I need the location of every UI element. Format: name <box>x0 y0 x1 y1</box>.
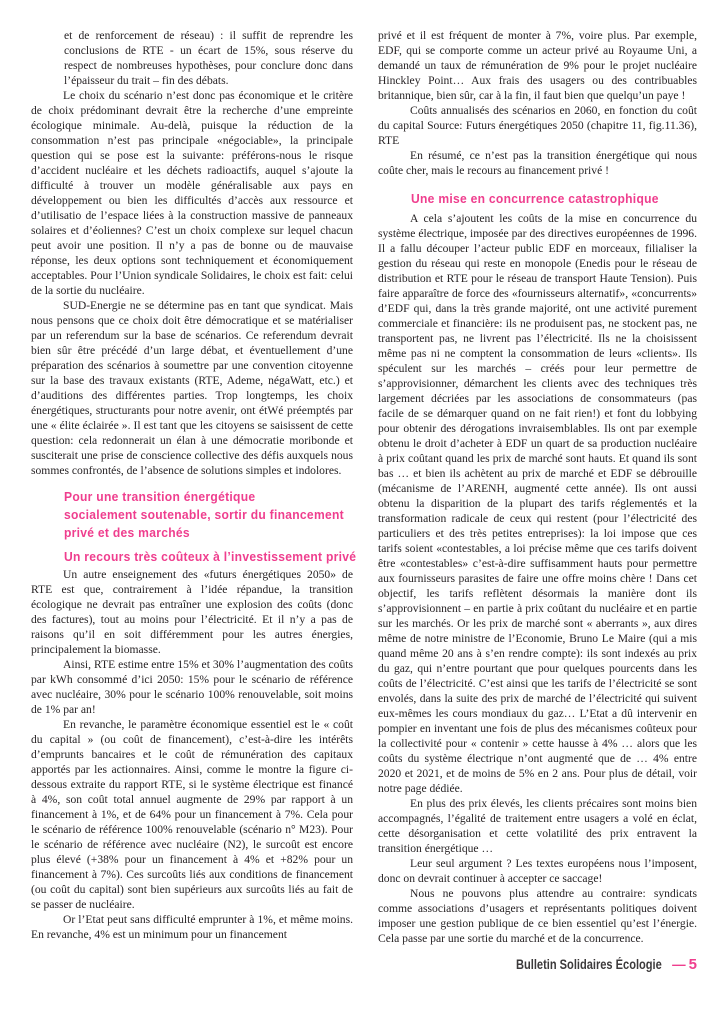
page-footer <box>484 956 697 974</box>
paragraph-couts-annualises-caption: Coûts annualisés des scénarios en 2060, en fonction du coût du capital Source: Futurs énergétiques 2050 (chapitre 11, fig.11.36), RTE <box>378 104 697 147</box>
continuation-paragraph: et de renforcement de réseau) : il suffit de reprendre les conclusions de RTE - un écart de 15%, sous réserve du respect de nombreuses hypothèses, pour conclure donc dans l’épaisseur du trait – fin des débats. <box>64 29 353 87</box>
footer-page-number: 5 <box>688 956 697 973</box>
paragraph-ainsi-rte: Ainsi, RTE estime entre 15% et 30% l’augmentation des coûts par kWh consommé d’ici 2050: 15% pour le scénario de référence avec nucléaire, 30% pour le scénario 100% renouvelable, soit moins de 1% par an! <box>31 658 353 716</box>
heading-line: Pour une transition énergétique <box>64 489 256 504</box>
paragraph-autre-enseignement: Un autre enseignement des «futurs énergétiques 2050» de RTE est que, contrairement à l’idée répandue, la transition écologique ne devrait pas entraîner une explosion des coûts (donc des factures), tout au moins pour l’électricité. Et il n’y a pas de raisons qu’il en soit différemment pour les autres énergies, principalement la biomasse. <box>31 568 353 656</box>
paragraph-sud-energie: SUD-Energie ne se détermine pas en tant que syndicat. Mais nous pensons que ce choix doit être démocratique et se matérialiser par un referendum sur la base de scénarios. Ce referendum devrait bien sûr être précédé d’un large débat, et éventuellement d’une préparation des scénarios à soumettre par une convention citoyenne sur la base des travaux existants (RTE, Ademe, négaWatt, etc.) et d’auditions des différentes parties. Trop longtemps, les choix énergétiques, structurants pour notre avenir, ont étWé préemptés par une « élite éclairée ». Il est tant que les citoyens se saisissent de cette question: cela redonnerait un élan à une démocratie moribonde et susciterait une prise de conscience collective des défis auxquels nous sommes confrontés, de l’absence de solutions simples et indolores. <box>31 299 353 477</box>
paragraph-prix-eleves: En plus des prix élevés, les clients précaires sont moins bien accompagnés, l’égalité de traitement entre usagers a volé en éclat, cette désorganisation et cette volatilité des prix entravent la transition énergétique … <box>378 797 697 855</box>
paragraph-mise-en-concurrence: A cela s’ajoutent les coûts de la mise en concurrence du système électrique, imposée par des directives européennes de 1996. Il a fallu découper l’acteur public EDF en morceaux, filialiser la gestion du réseau qui reste en monopole (Enedis pour le réseau de distribution et RTE pour le réseau de transport Haute Tension). Puis faire apparaître de force des «fournisseurs alternatif», «concurrents» d’EDF qui, dans la très grande majorité, ont une activité purement commerciale et financière: ils ne produisent pas, ne stockent pas, ne transportent pas, ne livrent pas l’électricité. Ils ne la choisissent même pas ni ne comptent la consommation de leurs «clients». Ils spéculent sur les marchés – créés pour leur permettre de s’approvisionner, démarchent les clients avec des techniques très largement décriées par les associations de consommateurs (pas facile de se démarquer quand on ne fait rien!) et font du lobbying pour obtenir des dérogations invraisemblables. Ils ont par exemple obtenu le droit d’acheter à EDF un quart de sa production nucléaire à prix coûtant quand les prix de marché sont hauts. Et quand ils sont bas … et bien ils achètent au prix de marché et EDF se débrouille (mécanisme de l’ARENH, augmenté cette année). Ils ont aussi obtenu la disparition de la plupart des tarifs réglementés et la transformation radicale de ceux qui restent (pour l’électricité des particuliers et des très petites entreprises): la loi impose que ces tarifs soient «contestables, a loi précise même que ces tarifs doivent être «contestables» c’est-à-dire suffisamment hauts pour permettre aux fournisseurs parasites de faire une offre moins chère ! Dans cet objectif, les tarifs reflètent désormais la manière dont ils s’approvisionnent – en partie à prix coûtant du nucléaire et en partie sur les marchés. Or les prix de marché sont « aberrants », aux dires même de notre ministre de l’Economie, Bruno Le Maire (qui a mis quand même 20 ans à s’en rendre compte): ils sont indexés au prix du gaz, qui n’entre pourtant que pour quelques pourcents dans les coûts de l’électricité. C’est ainsi que les tarifs de l’électricité se sont envolés, dans la suite des prix de marché de l’électricité qui suivent eux-mêmes les cours mondiaux du gaz… L’Etat a dû intervenir en pompier en inventant une fois de plus des mécanismes coûteux pour la collectivité pour « contenir » cette hausse à 4% … alors que les coûts du système électrique n’ont augmenté que de … 4% entre 2020 et 2021, et de moins de 5% en 2 ans. Pour plus de détail, voir notre page dédiée. <box>378 212 697 795</box>
left-column <box>31 28 357 946</box>
section-heading-transition <box>31 488 353 542</box>
two-column-layout <box>31 28 697 946</box>
paragraph-leur-argument: Leur seul argument ? Les textes européens nous l’imposent, donc on devrait continuer à accepter ce saccage! <box>378 857 697 885</box>
paragraph-prive-continuation: privé et il est fréquent de monter à 7%, voire plus. Par exemple, EDF, qui se comporte comme un acteur privé au Royaume Uni, a demandé un taux de rémunération de 9% pour le projet nucléaire Hinckley Point… Aux frais des usagers ou des contribuables britannique, bien sûr, car à la fin, il faut bien que quelqu’un paye ! <box>378 29 697 102</box>
heading-line: socialement soutenable, sortir du financement <box>64 507 344 522</box>
paragraph-conclusion: Nous ne pouvons plus attendre au contraire: syndicats comme associations d’usagers et représentants politiques doivent imposer une gestion publique de ce bien essentiel qu’est l’énergie. Cela passe par une sortie du marché et de la concurrence. <box>378 887 697 945</box>
paragraph-cout-capital: En revanche, le paramètre économique essentiel est le « coût du capital » (ou coût de financement), c’est-à-dire les intérêts d’emprunts bancaires et le coût de rémunération des capitaux apportés par les actionnaires. Ainsi, comme le montre la figure ci-dessous extraite du rapport RTE, si le système électrique est financé à 4%, son coût total annuel augmente de 29% par rapport à un financement à 1%, et de 64% pour un financement à 7%. Cela pour le scénario de référence 100% renouvelable (scénario n° M23). Pour le scénario de référence avec nucléaire (N2), le surcoût est encore plus élevé (+38% pour un financement à 4% et +82% pour un financement à 7%). Ces surcoûts liés aux conditions de financement (ou coût du capital) sont bien supérieurs aux surcoûts liés au fait de se passer de nucléaire. <box>31 718 353 911</box>
footer-dash: — <box>672 957 686 972</box>
section-heading-concurrence <box>378 190 697 208</box>
heading-line: privé et des marchés <box>64 525 190 540</box>
heading-line: Un recours très coûteux à l’investissement privé <box>64 549 357 564</box>
paragraph-en-resume: En résumé, ce n’est pas la transition énergétique qui nous coûte cher, mais le recours au financement privé ! <box>378 149 697 177</box>
footer-bulletin-title: Bulletin Solidaires Écologie <box>516 957 663 972</box>
heading-line: Une mise en concurrence catastrophique <box>411 191 659 206</box>
paragraph-choix-scenario: Le choix du scénario n’est donc pas économique et le critère de choix prédominant devrait être la recherche d’une empreinte écologique minimale. Au-delà, puisque la réduction de la consommation n’est pas principale «négociable», la principale question qui se pose est la suivante: préférons-nous le risque d’accident nucléaire et les déchets radioactifs, auquel s’ajoute la difficulté à trouver un modèle généralisable aux pays en développement ou bien les difficultés d’accès aux ressource et d’utilisatio de l’espace liées à la construction massive de panneaux solaires et d’éoliennes? C’est un choix complexe sur lequel chacun peut avoir une position. Il n’y a pas de bonne ou de mauvaise réponse, les deux options sont techniquement et économiquement acceptables. Pour l’Union syndicale Solidaires, le choix est fait: celui de la sortie du nucléaire. <box>31 89 353 297</box>
right-column <box>378 28 697 946</box>
section-heading-recours <box>31 548 357 566</box>
paragraph-etat-emprunt: Or l’Etat peut sans difficulté emprunter à 1%, et même moins. En revanche, 4% est un minimum pour un financement <box>31 913 353 941</box>
